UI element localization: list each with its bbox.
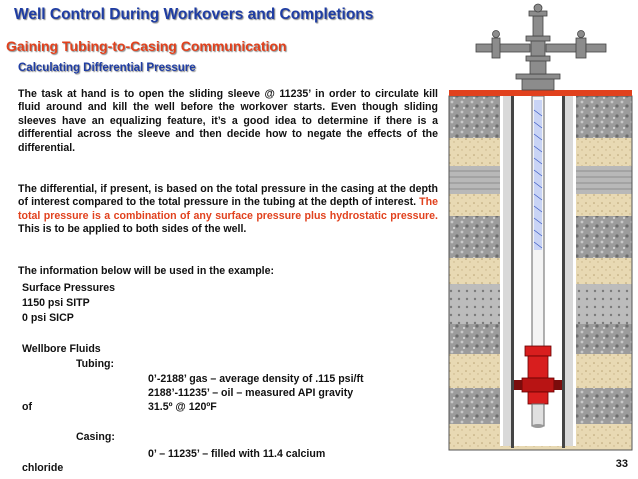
tubing-label: Tubing:	[76, 358, 115, 370]
paragraph-task: The task at hand is to open the sliding sleeve @ 11235’ in order to circulate kill fluid around and kill the well before the workover starts. Even though sliding sleeves have an equalizing feature, it’s a good idea to determine if there is a differential across the sleeve and then decide how to negate the effects of the differential.	[18, 88, 438, 154]
total-pressure-highlight: The total pressure is a combination of any surface pressure plus hydrostatic pressure.	[18, 196, 438, 222]
slide-title: Well Control During Workovers and Completions	[14, 6, 374, 23]
differential-text: The differential, if present, is based on the total pressure in the casing at the depth of interest compared to the total pressure in the tubing at the depth of interest.	[18, 183, 438, 209]
of-word: of	[22, 401, 32, 413]
ground-surface	[449, 90, 632, 96]
casing-fluid-line: 0’ – 11235’ – filled with 11.4 calcium	[148, 448, 326, 460]
example-intro: The information below will be used in the example:	[18, 265, 275, 277]
chloride-word: chloride	[22, 462, 64, 474]
casing-label: Casing:	[76, 431, 115, 443]
tubing-gravity-line: 31.5º @ 120ºF	[148, 401, 217, 413]
tubing-oil-line: 2188’-11235’ – oil – measured API gravity	[148, 387, 354, 399]
casing-left	[511, 96, 514, 448]
tail-pipe	[532, 404, 544, 426]
tubing-end	[532, 424, 544, 428]
cement-right	[565, 96, 573, 446]
surface-pressures-heading: Surface Pressures	[22, 282, 116, 294]
sitp-value: 1150 psi SITP	[22, 297, 90, 309]
tubing-gas-line: 0’-2188’ gas – average density of .115 psi/ft	[148, 373, 364, 385]
casing-right	[562, 96, 565, 448]
wellbore-fluids-heading: Wellbore Fluids	[22, 343, 101, 355]
page-number: 33	[615, 458, 628, 470]
sicp-value: 0 psi SICP	[22, 312, 74, 324]
slide-subtitle: Gaining Tubing-to-Casing Communication	[6, 38, 287, 54]
differential-text-end: This is to be applied to both sides of the well.	[18, 223, 247, 236]
paragraph-differential	[18, 183, 438, 237]
wellhead	[476, 4, 606, 90]
section-heading: Calculating Differential Pressure	[18, 62, 196, 74]
cement-left	[503, 96, 511, 446]
